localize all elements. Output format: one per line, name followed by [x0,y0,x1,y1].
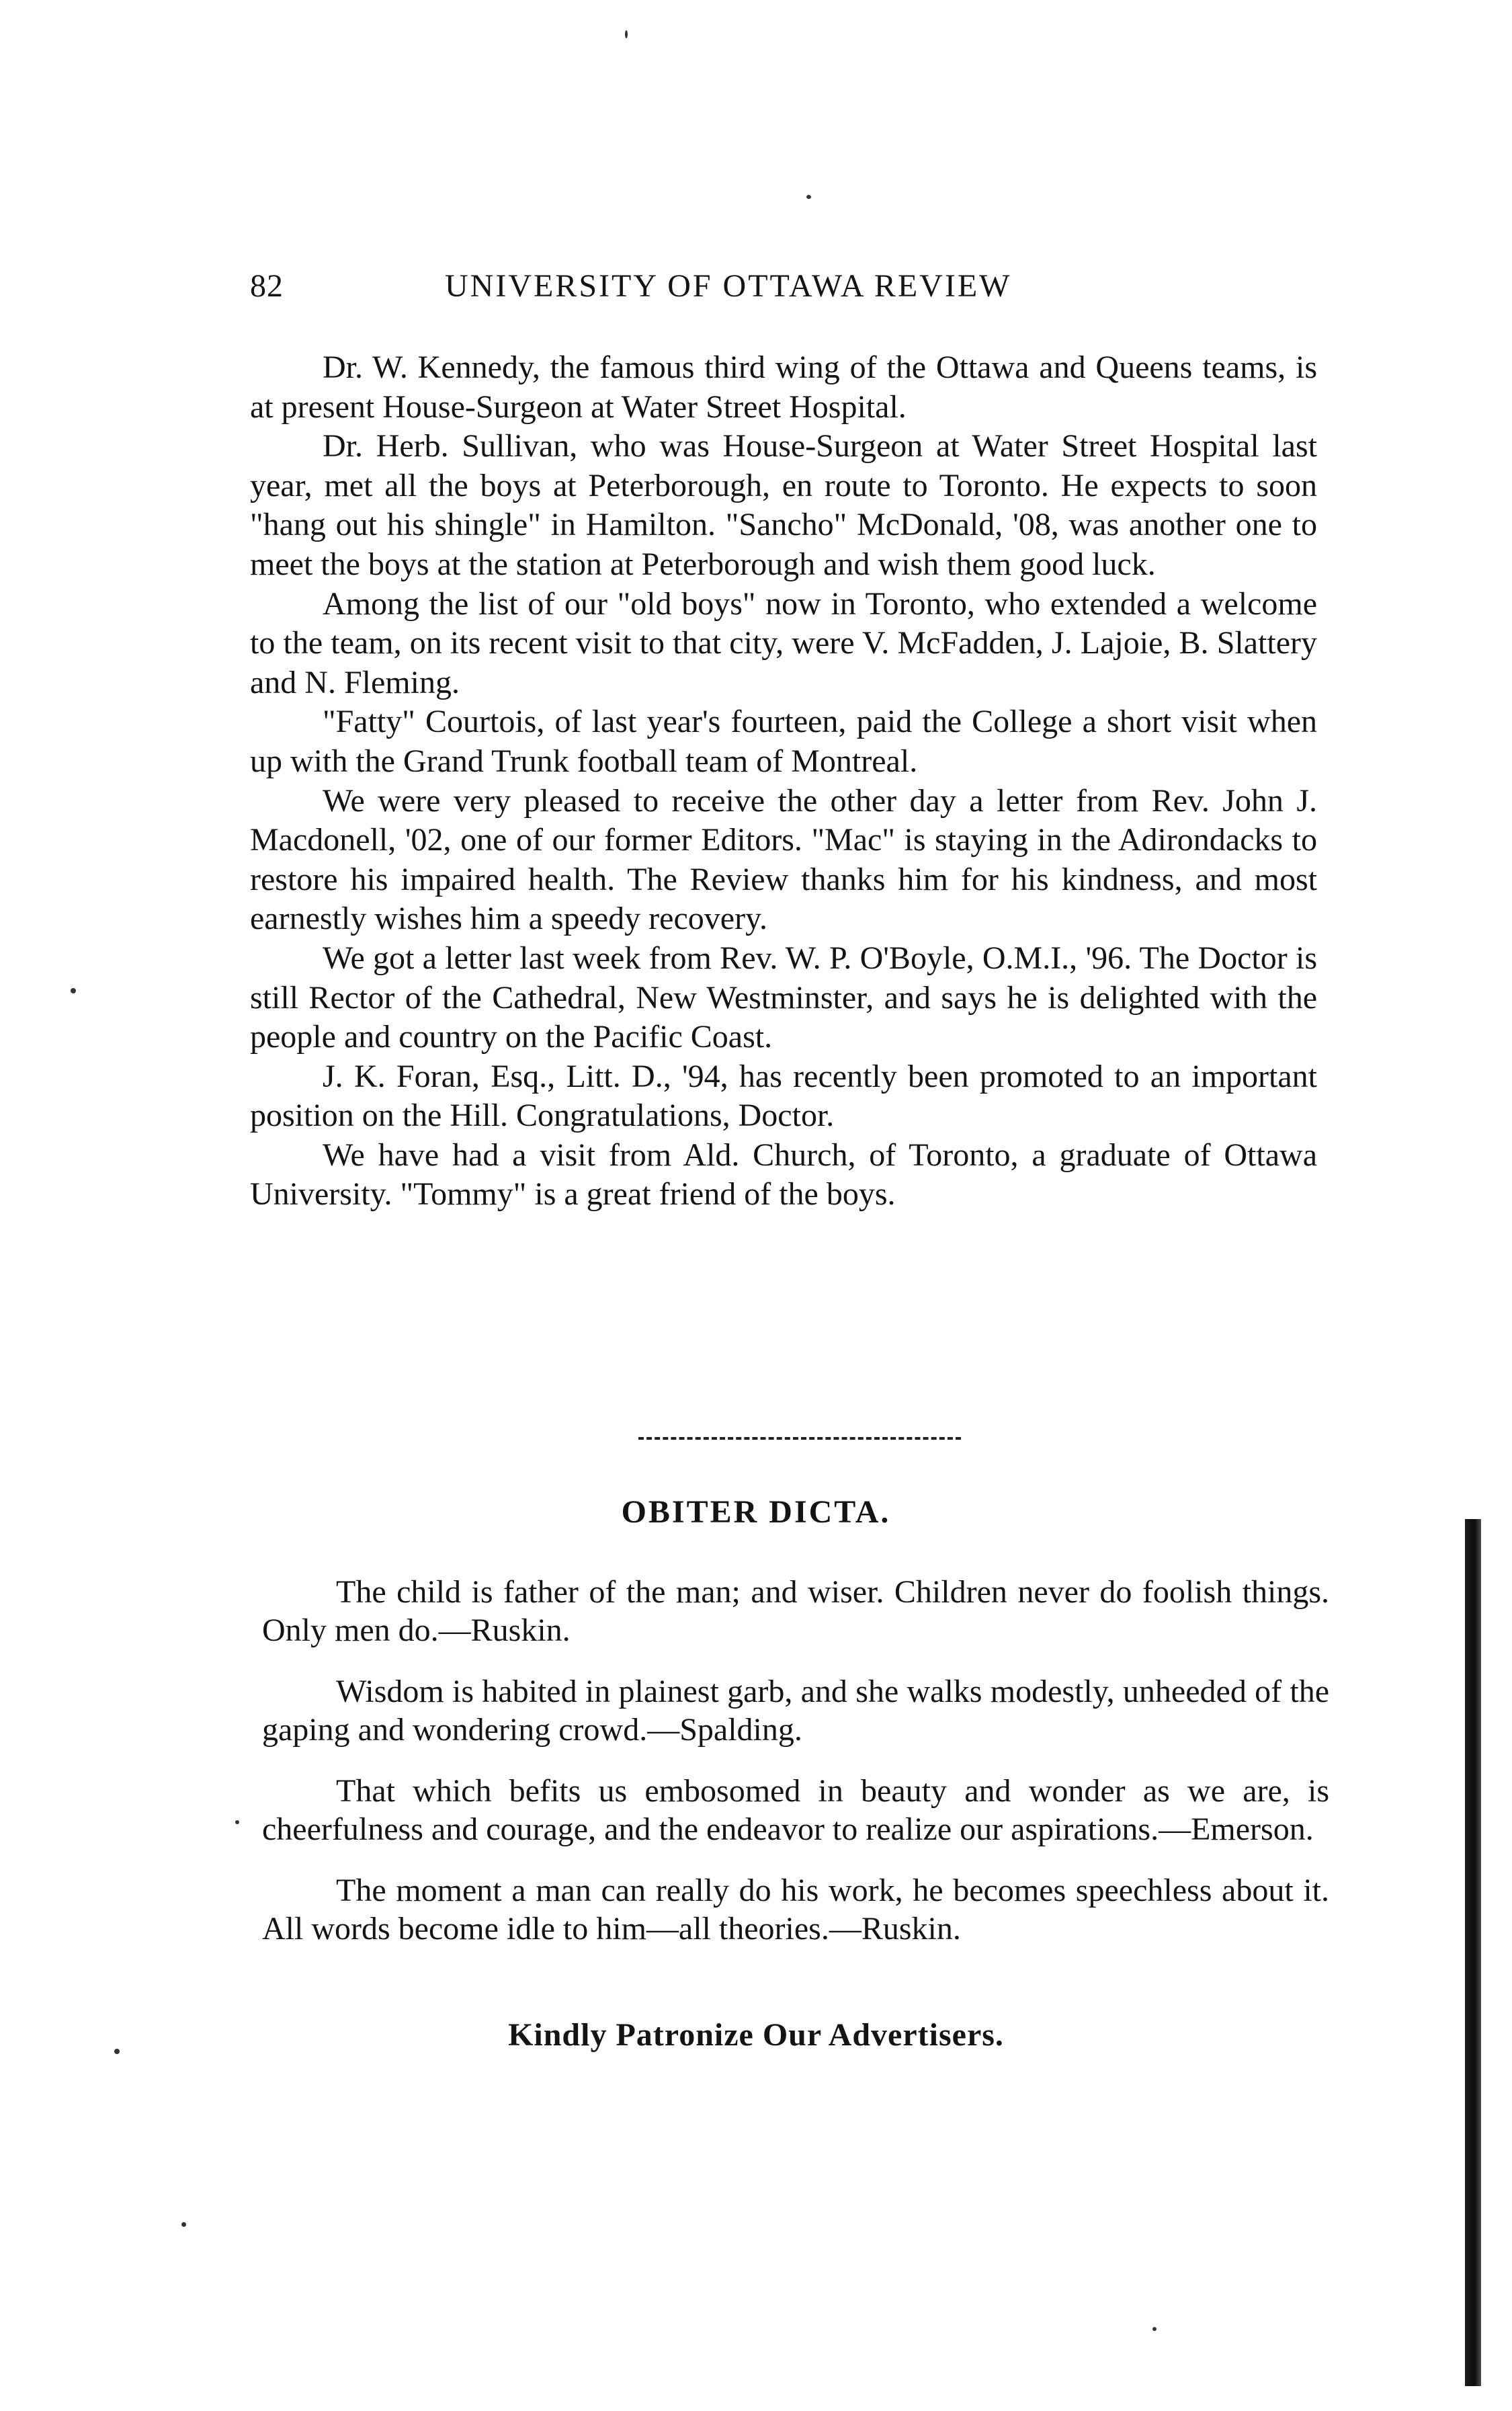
note-paragraph: Among the list of our "old boys" now in Toronto, who extended a welcome to the team, on its recent visit to that city, were V. McFadden, J. Lajoie, B. Slattery and N. Fleming. [250,585,1317,700]
scan-speck [114,2049,120,2054]
scan-speck [71,988,76,993]
page-number: 82 [250,268,284,304]
scan-speck [625,30,628,38]
note-paragraph: We got a letter last week from Rev. W. P. O'Boyle, O.M.I., '96. The Doctor is still Rector of the Cathedral, New Westminster, and says he is delighted with the people and country on the Pacific Coast. [250,940,1317,1055]
personal-notes [250,348,1317,1215]
quote-paragraph: The child is father of the man; and wiser. Children never do foolish things. Only men do.—Ruskin. [262,1574,1329,1648]
section-divider [638,1437,961,1440]
scan-speck [806,195,811,199]
scan-edge-shadow [1465,1519,1481,2386]
note-paragraph: We have had a visit from Ald. Church, of Toronto, a graduate of Ottawa University. "Tommy" is a great friend of the boys. [250,1137,1317,1213]
note-paragraph: Dr. Herb. Sullivan, who was House-Surgeon at Water Street Hospital last year, met all the boys at Peterborough, en route to Toronto. He expects to soon "hang out his shingle" in Hamilton. "Sancho" McDonald, '08, was another one to meet the boys at the station at Peterborough and wish them good luck. [250,428,1317,582]
note-paragraph: "Fatty" Courtois, of last year's fourteen, paid the College a short visit when up with the Grand Trunk football team of Montreal. [250,704,1317,779]
quote-paragraph: The moment a man can really do his work, he becomes speechless about it. All words become idle to him—all theories.—Ruskin. [262,1873,1329,1947]
quotes-section [262,1573,1329,1971]
note-paragraph: J. K. Foran, Esq., Litt. D., '94, has recently been promoted to an important position on the Hill. Congratulations, Doctor. [250,1058,1317,1134]
quote-paragraph: Wisdom is habited in plainest garb, and she walks modestly, unheeded of the gaping and wondering crowd.—Spalding. [262,1674,1329,1748]
page-header [250,268,1325,315]
scan-speck [1152,2327,1157,2331]
scan-speck [235,1820,239,1824]
quote-paragraph: That which befits us embosomed in beauty and wonder as we are, is cheerfulness and courage, and the endeavor to realize our aspirations.—Emerson. [262,1773,1329,1847]
footer-note: Kindly Patronize Our Advertisers. [508,2017,1004,2053]
running-head: UNIVERSITY OF OTTAWA REVIEW [445,268,1012,304]
scan-speck [181,2222,186,2227]
note-paragraph: Dr. W. Kennedy, the famous third wing of the Ottawa and Queens teams, is at present House-Surgeon at Water Street Hospital. [250,350,1317,425]
section-title: OBITER DICTA. [621,1494,891,1530]
note-paragraph: We were very pleased to receive the other day a letter from Rev. John J. Macdonell, '02, one of our former Editors. "Mac" is staying in the Adirondacks to restore his impaired health. The Review thanks him for his kindness, and most earnestly wishes him a speedy recovery. [250,782,1317,937]
